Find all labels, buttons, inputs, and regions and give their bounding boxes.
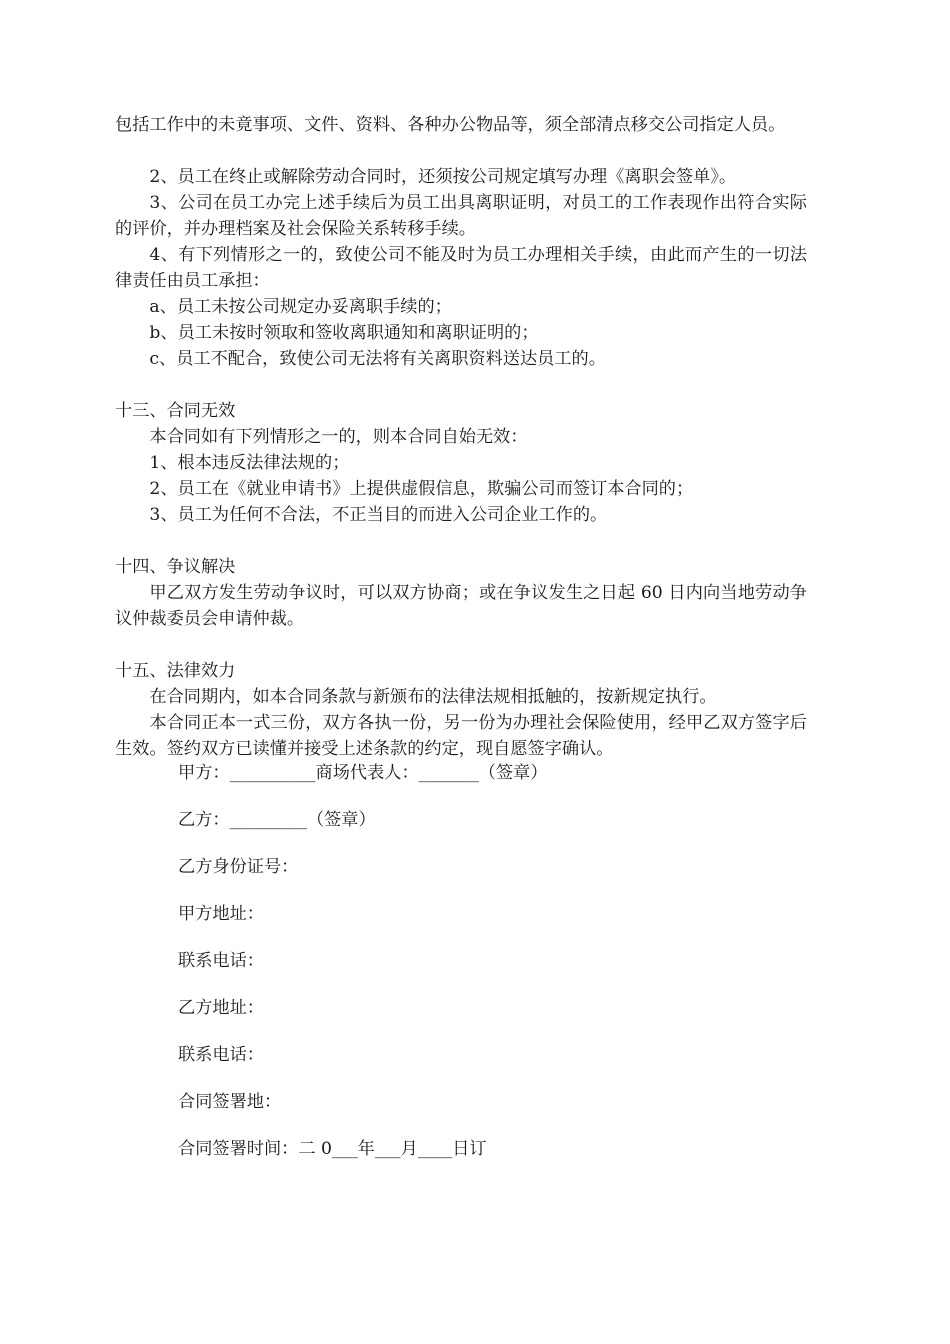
section-gap-15: [115, 632, 807, 658]
section-13-paragraph-2: 1、根本违反法律法规的；: [149, 453, 350, 473]
section-gap-13: [115, 372, 807, 398]
party-a-phone-field: 联系电话：: [178, 951, 264, 971]
party-a-signature-line: 甲方：__________商场代表人：_______（签章）: [178, 763, 548, 783]
section-13-paragraph-1: 本合同如有下列情形之一的，则本合同自始无效：: [149, 427, 528, 447]
section-13-paragraph-3: 2、员工在《就业申请书》上提供虚假信息，欺骗公司而签订本合同的；: [149, 479, 694, 499]
clause-item-2: 2、员工在终止或解除劳动合同时，还须按公司规定填写办理《离职会签单》。: [149, 167, 737, 187]
section-14-paragraph-1: 甲乙双方发生劳动争议时，可以双方协商；或在争议发生之日起 60 日内向当地劳动争议仲裁委员会申请仲裁。: [115, 583, 807, 629]
section-heading-13: 十三、合同无效: [115, 401, 236, 421]
section-13-paragraph-4: 3、员工为任何不合法，不正当目的而进入公司企业工作的。: [149, 505, 608, 525]
section-heading-15: 十五、法律效力: [115, 661, 236, 681]
signature-block: [178, 760, 798, 1162]
party-b-address-field: 乙方地址：: [178, 998, 264, 1018]
party-b-id-field: 乙方身份证号：: [178, 857, 299, 877]
party-b-phone-field: 联系电话：: [178, 1045, 264, 1065]
continued-paragraph: 包括工作中的未竟事项、文件、资料、各种办公物品等，须全部清点移交公司指定人员。: [115, 115, 786, 135]
clause-item-3: 3、公司在员工办完上述手续后为员工出具离职证明，对员工的工作表现作出符合实际的评价，并办理档案及社会保险关系转移手续。: [115, 193, 807, 239]
signing-place-field: 合同签署地：: [178, 1092, 282, 1112]
signing-date-field: 合同签署时间：二 0___年___月____日订: [178, 1139, 487, 1159]
section-gap-14: [115, 528, 807, 554]
document-text-column: [115, 112, 807, 762]
section-15-paragraph-1: 在合同期内，如本合同条款与新颁布的法律法规相抵触的，按新规定执行。: [149, 687, 717, 707]
party-a-address-field: 甲方地址：: [178, 904, 264, 924]
party-b-signature-line: 乙方：_________（签章）: [178, 810, 376, 830]
section-15-paragraph-2: 本合同正本一式三份，双方各执一份，另一份为办理社会保险使用，经甲乙双方签字后生效。签约双方已读懂并接受上述条款的约定，现自愿签字确认。: [115, 713, 807, 759]
section-heading-14: 十四、争议解决: [115, 557, 236, 577]
clause-item-4: 4、有下列情形之一的，致使公司不能及时为员工办理相关手续，由此而产生的一切法律责任由员工承担：: [115, 245, 807, 291]
paragraph-gap: [115, 138, 807, 164]
clause-item-b: b、员工未按时领取和签收离职通知和离职证明的；: [149, 323, 539, 343]
clause-item-c: c、员工不配合，致使公司无法将有关离职资料送达员工的。: [149, 349, 606, 369]
clause-item-a: a、员工未按公司规定办妥离职手续的；: [149, 297, 452, 317]
